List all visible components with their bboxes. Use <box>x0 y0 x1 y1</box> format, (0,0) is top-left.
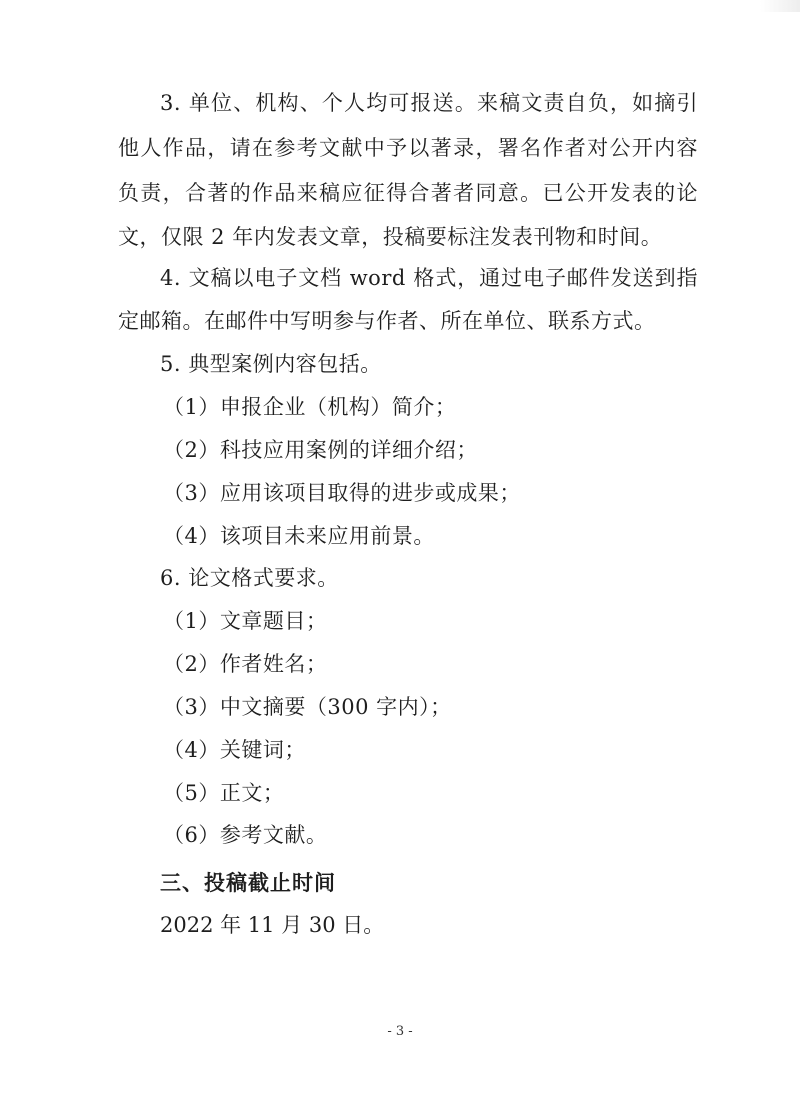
item5-subitem-3: （3）应用该项目取得的进步或成果； <box>163 481 521 505</box>
item6-subitem-1: （1）文章题目； <box>163 609 328 633</box>
item3-line-1: 3. 单位、机构、个人均可报送。来稿文责自负，如摘引 <box>160 91 698 115</box>
item5-subitem-1: （1）申报企业（机构）简介； <box>163 395 457 419</box>
deadline-date: 2022 年 11 月 30 日。 <box>160 913 385 937</box>
item6-subitem-2: （2）作者姓名； <box>163 652 328 676</box>
page-number: - 3 - <box>387 1024 413 1039</box>
section-heading: 三、投稿截止时间 <box>160 871 336 895</box>
item3-line-3: 负责，合著的作品来稿应征得合著者同意。已公开发表的论 <box>118 181 698 205</box>
item6-subitem-6: （6）参考文献。 <box>163 823 328 847</box>
item3-line-2: 他人作品，请在参考文献中予以著录，署名作者对公开内容 <box>118 136 698 160</box>
item6-subitem-3: （3）中文摘要（300 字内）； <box>163 695 452 719</box>
item5-title: 5. 典型案例内容包括。 <box>160 352 382 376</box>
item4-line-1: 4. 文稿以电子文档 word 格式，通过电子邮件发送到指 <box>160 266 698 290</box>
item5-subitem-2: （2）科技应用案例的详细介绍； <box>163 438 478 462</box>
item3-line-4: 文，仅限 2 年内发表文章，投稿要标注发表刊物和时间。 <box>118 225 663 249</box>
item4-line-2: 定邮箱。在邮件中写明参与作者、所在单位、联系方式。 <box>118 309 656 333</box>
item6-subitem-4: （4）关键词； <box>163 738 306 762</box>
scan-corner-mark <box>760 0 800 12</box>
item6-subitem-5: （5）正文； <box>163 781 285 805</box>
item6-title: 6. 论文格式要求。 <box>160 566 339 590</box>
item5-subitem-4: （4）该项目未来应用前景。 <box>163 524 435 548</box>
